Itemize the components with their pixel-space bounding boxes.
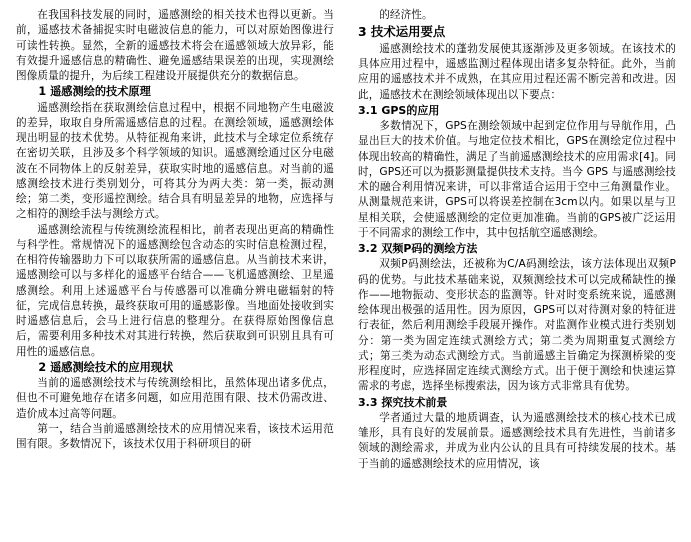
two-column-layout — [16, 8, 677, 536]
heading-3-2-dual-frequency: 3.2 双频P码的测绘方法 — [358, 242, 478, 256]
para-principle-2: 遥感测绘流程与传统测绘流程相比，前者表现出更高的精确性与科学性。常规情况下的遥感测绘包含动态的实时信息检测过程，在相符传输器助力下可以取获所需的遥感信息。从当前技术来讲，遥感测绘可以与多样化的遥感平台结合——飞机遥感测绘、卫星遥感测绘。利用上述遥感平台与传感器可以准确分辨电磁辐射的特征，完成信息转换，最终获取可用的遥感影像。当地面处接收到实时遥感信息后，会马上进行信息的整理分。在获得原始图像信息后，需要利用多种技术对其进行转换，然后获取到可识别且具有可用性的遥感信息。 — [16, 223, 334, 358]
para-points-intro: 遥感测绘技术的蓬勃发展使其逐渐涉及更多领域。在该技术的具体应用过程中，遥感监测过程体现出诸多复杂特征。此外，当前应用的遥感技术并不成熟，在其应用过程还需不断完善和改进。因此，遥感技术在测绘领域体现出以下要点： — [358, 42, 676, 101]
heading-1-remote-sensing-principle: 1 遥感测绘的技术原理 — [38, 85, 151, 99]
para-prospect-1: 学者通过大量的地质调查，认为遥感测绘技术的核心技术已成雏形，具有良好的发展前景。遥感测绘技术具有先进性，当前诸多领域的测绘需求，并成为业内公认的且具有可持续发展的技术。基于当前的遥感测绘技术的应用情况，该 — [358, 411, 676, 470]
para-intro-technology: 在我国科技发展的同时，遥感测绘的相关技术也得以更新。当前，遥感技术备捕捉实时电磁波信息的能力，可以对原始图像进行可读性转换。显然，全新的遥感技术将会在遥感领域大放异彩，能有效提升遥感信息的精确性、避免遥感结果误差的出现，实现测绘图像质量的提升，为后续工程建设开展提供充分的数据信息。 — [16, 9, 334, 82]
para-status-1: 当前的遥感测绘技术与传统测绘相比，虽然体现出诸多优点，但也不可避免地存在诸多问题，如应用范围有限、技术仍需改进、造价成本过高等问题。 — [16, 377, 334, 420]
right-column — [358, 8, 676, 536]
heading-2-application-status: 2 遥感测绘技术的应用现状 — [38, 360, 174, 374]
para-dual-1: 双频P码测绘法，还被称为C/A码测绘法，该方法体现出双频P码的优势。与此技术基础来说，双频测绘技术可以完成稀缺性的操作——地物振动、变形状态的监测等。针对时变系统来说，遥感测绘体现出极强的适用性。因为原因，GPS可以对待测对象的特征进行表征，然后利用测绘手段展开操作。对监测作业模式进行类别划分：第一类为固定连续式测绘方式；第二类为周期重复式测绘方式；第三类为动态式测绘方式。当前遥感主旨确定为探测桥梁的变形程度时，应选择固定连续式测绘方式。出于便于测绘和快速运算需求的考虑，选择坐标搜索法，因为该方式非常具有优势。 — [358, 258, 676, 393]
heading-3-3-prospect: 3.3 探究技术前景 — [358, 395, 448, 409]
heading-3-1-gps: 3.1 GPS的应用 — [358, 103, 440, 117]
para-economy: 的经济性。 — [379, 9, 433, 21]
para-gps-1: 多数情况下，GPS在测绘领域中起到定位作用与导航作用，凸显出巨大的技术价值。与地定位技术相比，GPS在测绘定位过程中体现出较高的精确性，满足了当前遥感测绘技术的应用需求[4]。同时，GPS还可以为摄影测量提供技术支持。当今 GPS 与遥感测绘技术的融合利用情况来讲，可以非常适合运用于空中三角测量作业。从测量规范来讲，GPS可以将误差控制在3cm以内。如果以星与卫星相关联，会使遥感测绘的定位更加准确。当前的GPS被广泛运用于不同需求的测绘工作中，其中包括航空遥感测绘。 — [358, 120, 676, 239]
para-principle-1: 遥感测绘指在获取测绘信息过程中，根据不同地物产生电磁波的差异，取取自身所需遥感信息的过程。在测绘领域，遥感测绘体现出明显的技术优势。从特征视角来讲，此技术与全球定位系统存在密切关联，且涉及多个科学领域的知识。遥感测绘通过区分电磁波在不同物体上的反射差异，获取实时地的遥感信息。对当前的遥感测绘技术进行类别划分，可将其分为两大类：第一类，振动测绘；第二类，变形遥控测绘。结合具有明显差异的地物，应选择与之相符的测绘手法与测绘方式。 — [16, 101, 334, 221]
para-status-2: 第一，结合当前遥感测绘技术的应用情况来看，该技术运用范围有限。多数情况下，该技术仅用于科研项目的研 — [16, 422, 334, 451]
heading-3-application-points: 3 技术运用要点 — [358, 24, 446, 40]
left-column — [16, 8, 334, 536]
